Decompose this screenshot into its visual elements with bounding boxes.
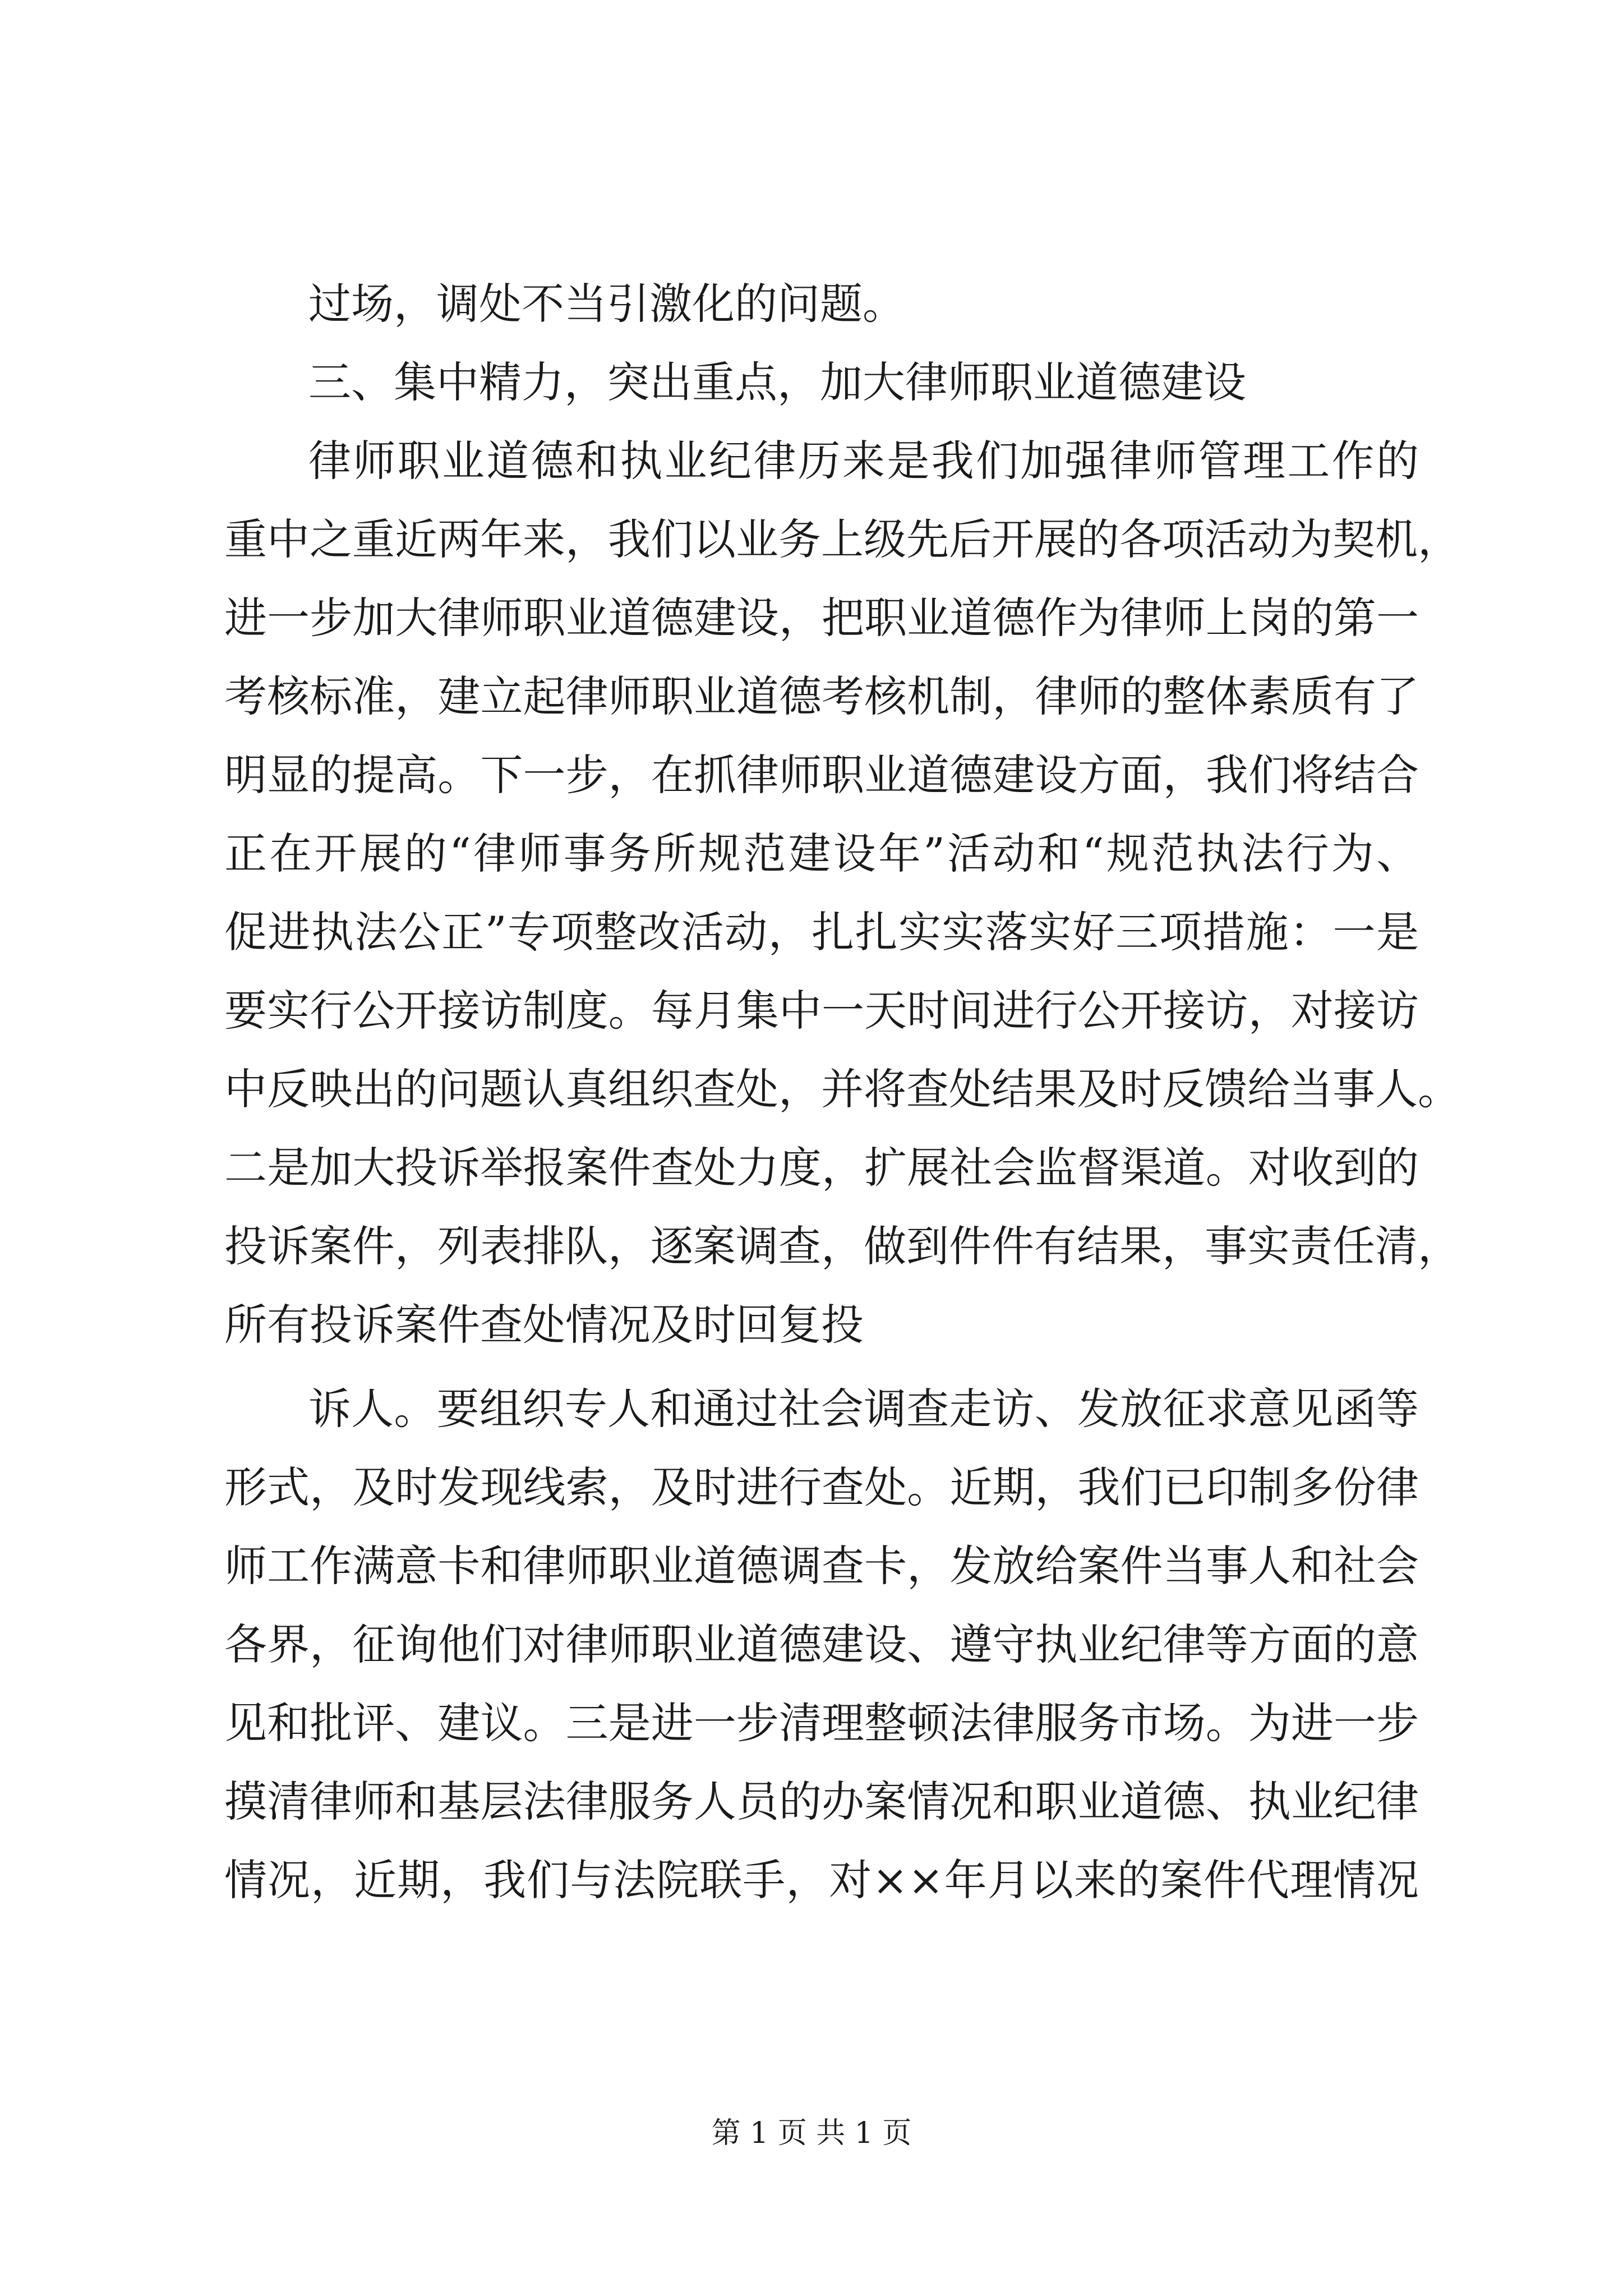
paragraph-line: 中反映出的问题认真组织查处，并将查处结果及时反馈给当事人。 bbox=[224, 1064, 1460, 1114]
section-heading: 三、集中精力，突出重点，加大律师职业道德建设 bbox=[308, 357, 1246, 407]
paragraph-line: 考核标准，建立起律师职业道德考核机制，律师的整体素质有了 bbox=[224, 671, 1419, 721]
paragraph-line: 投诉案件，列表排队，逐案调查，做到件件有结果，事实责任清， bbox=[224, 1221, 1460, 1271]
paragraph-line: 各界，征询他们对律师职业道德建设、遵守执业纪律等方面的意 bbox=[224, 1619, 1419, 1669]
text-line: 过场，调处不当引激化的问题。 bbox=[308, 279, 905, 329]
paragraph-line: 情况，近期，我们与法院联手，对××年月以来的案件代理情况 bbox=[224, 1855, 1419, 1905]
paragraph-line: 形式，及时发现线索，及时进行查处。近期，我们已印制多份律 bbox=[224, 1462, 1419, 1512]
paragraph-line: 诉人。要组织专人和通过社会调查走访、发放征求意见函等 bbox=[308, 1384, 1419, 1434]
paragraph-line: 明显的提高。下一步，在抓律师职业道德建设方面，我们将结合 bbox=[224, 750, 1419, 800]
paragraph-line: 要实行公开接访制度。每月集中一天时间进行公开接访，对接访 bbox=[224, 986, 1419, 1036]
paragraph-line: 正在开展的“律师事务所规范建设年”活动和“规范执法行为、 bbox=[224, 829, 1419, 878]
paragraph-line: 重中之重近两年来，我们以业务上级先后开展的各项活动为契机， bbox=[224, 514, 1460, 564]
paragraph-line: 摸清律师和基层法律服务人员的办案情况和职业道德、执业纪律 bbox=[224, 1777, 1419, 1826]
page-footer: 第 1 页 共 1 页 bbox=[711, 2116, 912, 2150]
paragraph-line: 二是加大投诉举报案件查处力度，扩展社会监督渠道。对收到的 bbox=[224, 1143, 1419, 1193]
paragraph-line: 律师职业道德和执业纪律历来是我们加强律师管理工作的 bbox=[308, 436, 1419, 486]
paragraph-line: 进一步加大律师职业道德建设，把职业道德作为律师上岗的第一 bbox=[224, 593, 1419, 643]
paragraph-line: 所有投诉案件查处情况及时回复投 bbox=[224, 1300, 864, 1350]
paragraph-line: 师工作满意卡和律师职业道德调查卡，发放给案件当事人和社会 bbox=[224, 1541, 1419, 1591]
paragraph-line: 促进执法公正”专项整改活动，扎扎实实落实好三项措施：一是 bbox=[224, 907, 1419, 957]
paragraph-line: 见和批评、建议。三是进一步清理整顿法律服务市场。为进一步 bbox=[224, 1698, 1419, 1748]
